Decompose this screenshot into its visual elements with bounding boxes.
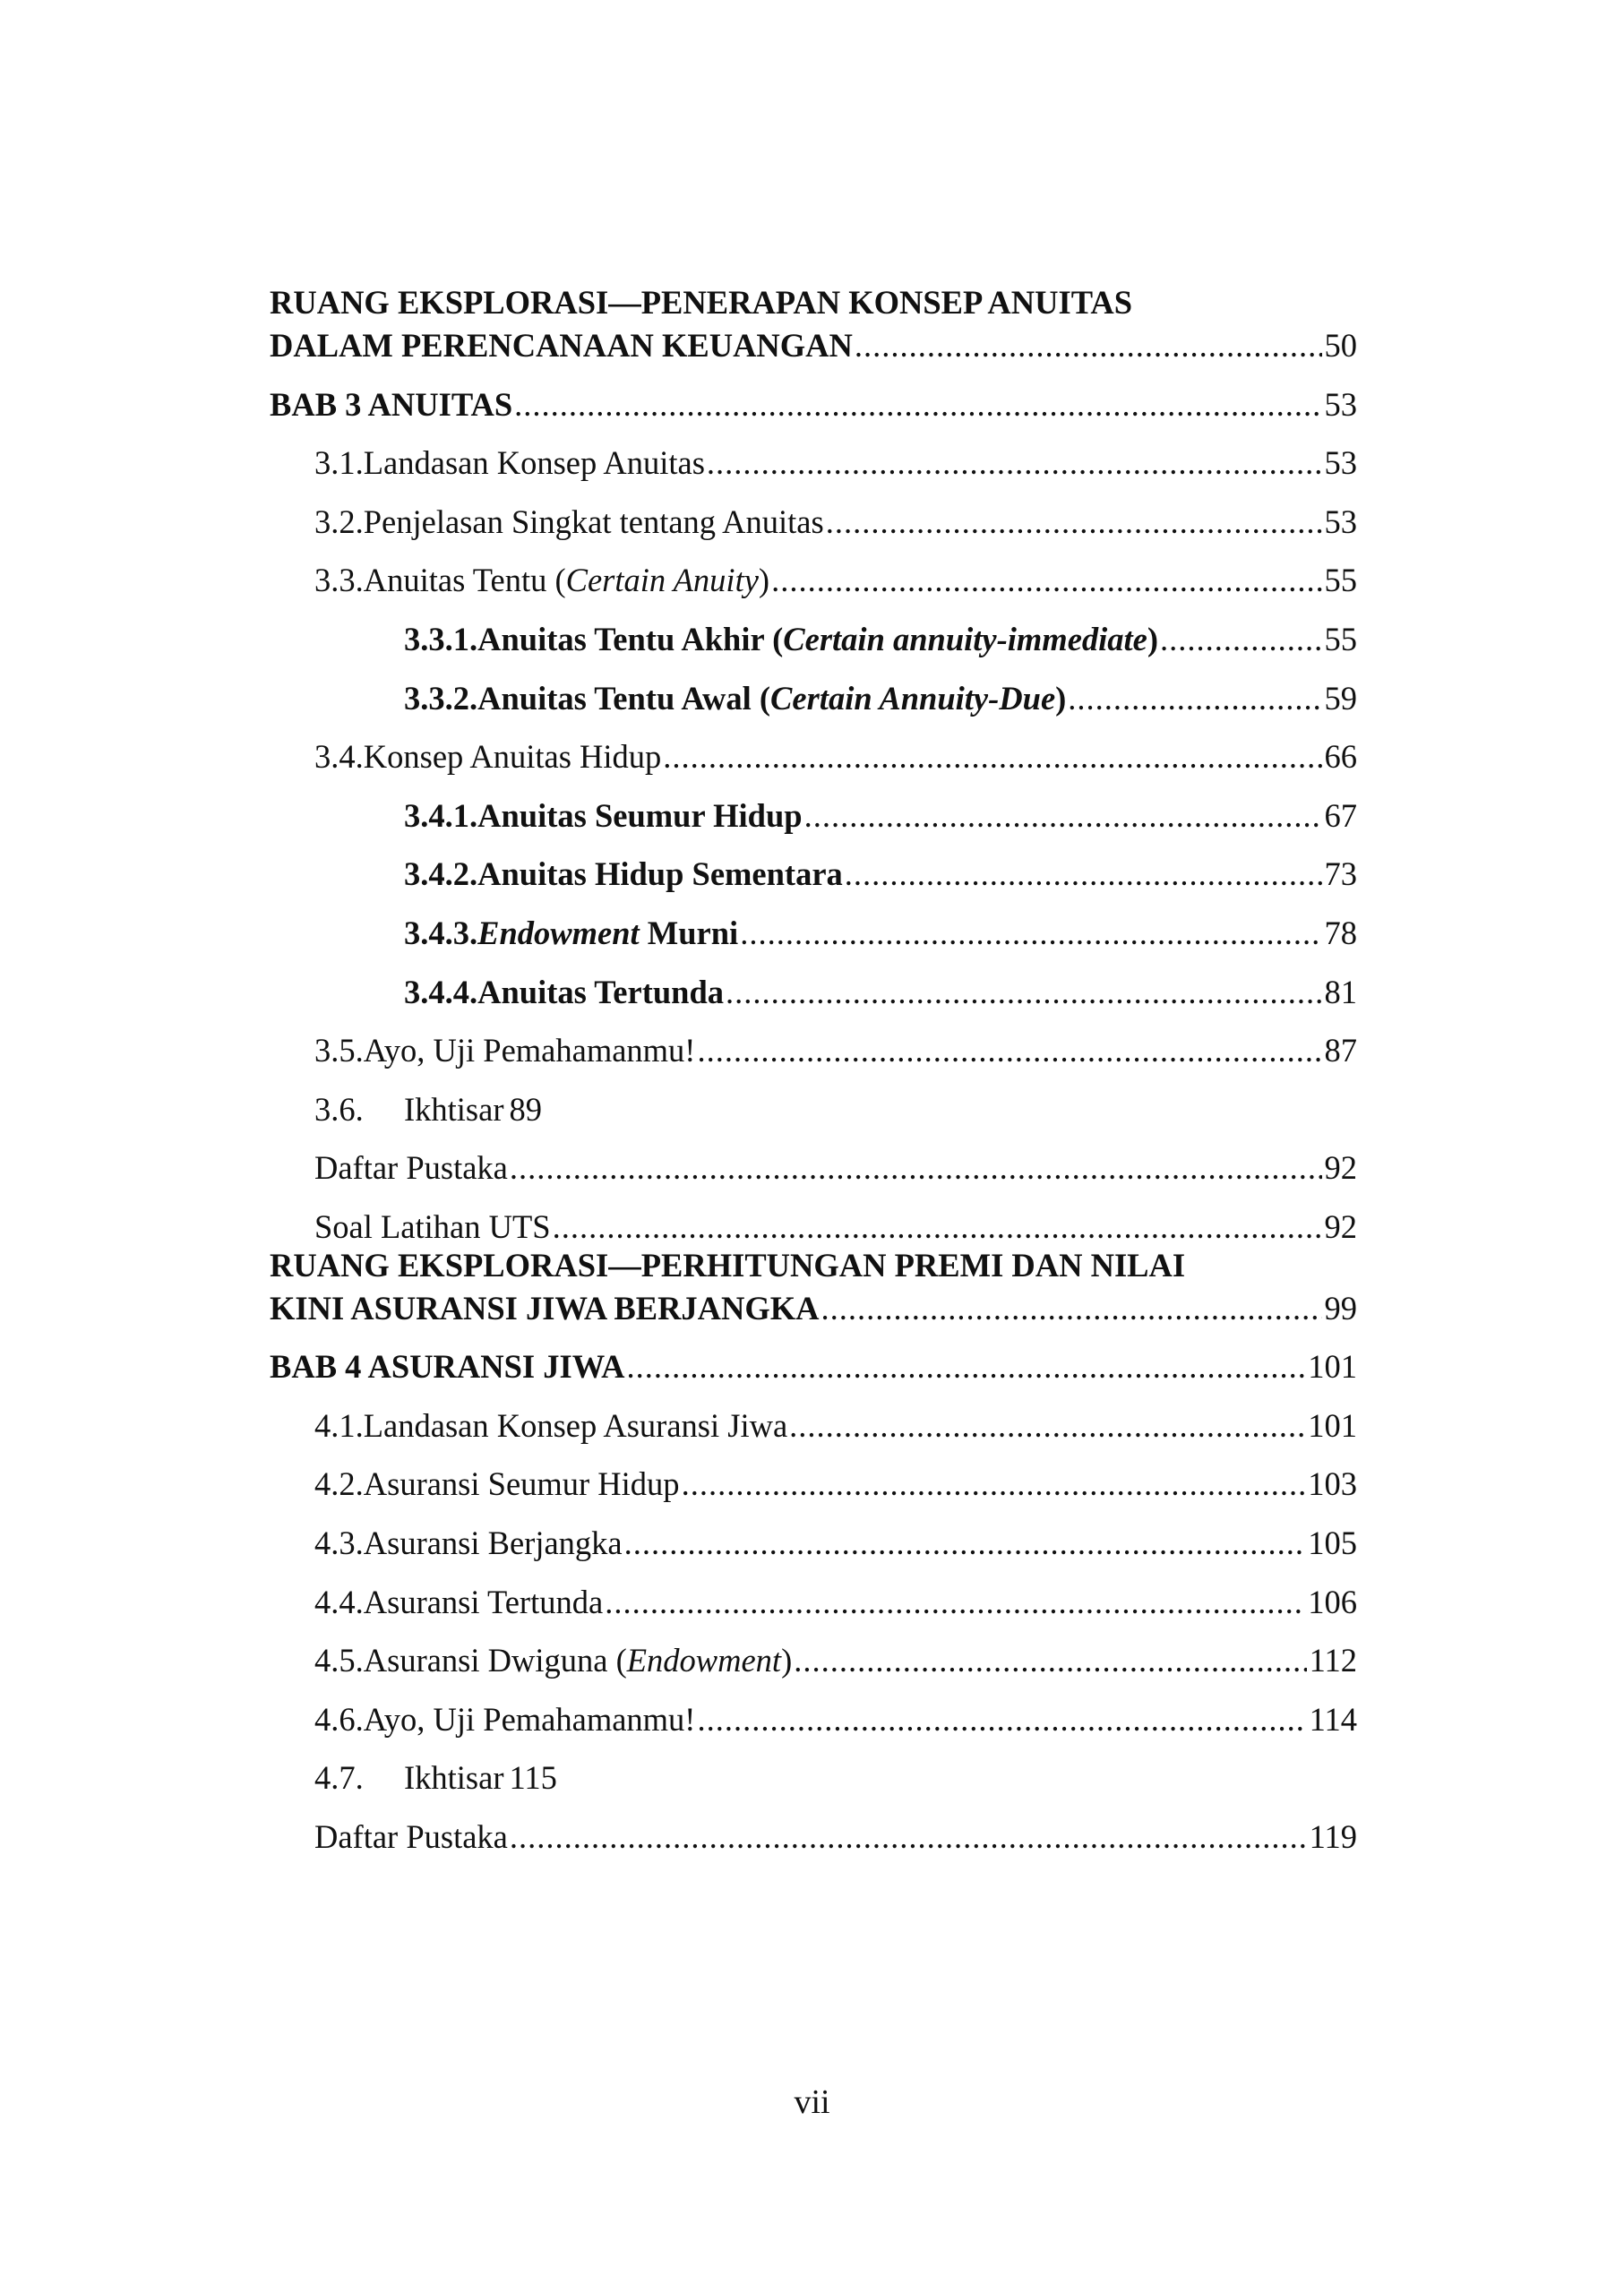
toc-entry-page: 99 <box>1324 1289 1357 1327</box>
toc-entry-number: 3.4. <box>314 738 364 776</box>
toc-entry-page: 73 <box>1324 855 1357 893</box>
toc-entry-number: 3.4.3. <box>404 915 478 951</box>
toc-entry[interactable] <box>314 1638 1357 1683</box>
text-segment: Daftar Pustaka <box>314 1818 508 1855</box>
toc-entry[interactable] <box>404 911 1357 956</box>
toc-entry-number: 4.1. <box>314 1406 364 1444</box>
text-segment: Murni <box>639 915 739 951</box>
dot-leader <box>855 323 1322 368</box>
text-segment: Anuitas Tentu Akhir ( <box>477 621 784 657</box>
toc-entry[interactable] <box>270 1344 1357 1389</box>
dot-leader <box>740 911 1321 956</box>
text-segment: Anuitas Tertunda <box>477 973 724 1010</box>
toc-entry-number: 3.6. <box>314 1090 364 1128</box>
dot-leader <box>682 1462 1306 1507</box>
toc-entry-title <box>364 1697 696 1742</box>
text-segment: Anuitas Tentu Awal ( <box>477 679 771 717</box>
dot-leader <box>697 1028 1321 1073</box>
dot-leader <box>510 1815 1307 1859</box>
table-of-contents <box>270 0 1357 2293</box>
toc-entry[interactable] <box>314 1462 1357 1507</box>
toc-entry-title <box>477 852 843 897</box>
toc-entry-page: 67 <box>1324 796 1357 834</box>
dot-leader <box>605 1580 1305 1625</box>
dot-leader <box>514 382 1321 427</box>
toc-entry-page: 101 <box>1308 1406 1357 1444</box>
toc-entry-page: 78 <box>1324 915 1357 951</box>
toc-entry[interactable] <box>270 323 1357 368</box>
toc-entry[interactable] <box>270 1286 1357 1331</box>
toc-entry-title <box>364 1580 603 1625</box>
toc-entry[interactable] <box>404 970 1357 1015</box>
toc-entry-page: 112 <box>1309 1642 1357 1679</box>
toc-entry-page: 59 <box>1324 679 1357 717</box>
toc-entry[interactable] <box>314 1404 1357 1448</box>
toc-entry-number: 4.4. <box>314 1583 364 1620</box>
toc-entry[interactable] <box>314 1087 1357 1132</box>
dot-leader <box>726 970 1322 1015</box>
toc-entry[interactable] <box>314 558 1357 603</box>
toc-entry-title <box>270 382 512 427</box>
toc-entry-title <box>270 1344 625 1389</box>
text-segment: ) <box>758 562 770 599</box>
toc-entry-page: 50 <box>1324 327 1357 364</box>
dot-leader <box>845 852 1322 897</box>
dot-leader <box>1160 617 1321 662</box>
toc-entry[interactable] <box>404 676 1357 721</box>
dot-leader <box>794 1638 1306 1683</box>
toc-entry-page: 89 <box>509 1090 542 1128</box>
toc-entry[interactable] <box>314 1146 1357 1190</box>
toc-entry-page: 92 <box>1324 1208 1357 1245</box>
text-segment: BAB 4 ASURANSI JIWA <box>270 1348 625 1386</box>
toc-entry-page: 119 <box>1309 1818 1357 1855</box>
text-segment: ) <box>1055 679 1067 717</box>
toc-entry-page: 55 <box>1324 621 1357 657</box>
toc-entry[interactable] <box>270 382 1357 427</box>
toc-entry-page: 114 <box>1309 1700 1357 1738</box>
toc-entry-title <box>477 911 738 956</box>
toc-entry-title <box>270 1243 1185 1288</box>
toc-entry-title-line <box>270 1243 1357 1288</box>
toc-entry-number: 3.4.2. <box>404 855 478 893</box>
text-segment: Ayo, Uji Pemahamanmu! <box>363 1032 696 1069</box>
toc-entry-title <box>270 280 1132 325</box>
toc-entry-number: 3.3.1. <box>404 621 478 657</box>
toc-entry[interactable] <box>314 734 1357 779</box>
italic-term: Certain Annuity-Due <box>770 679 1056 717</box>
toc-entry-page: 105 <box>1308 1524 1357 1561</box>
text-segment: Asuransi Dwiguna ( <box>363 1642 627 1679</box>
text-segment: Asuransi Berjangka <box>363 1524 623 1561</box>
text-segment: Anuitas Seumur Hidup <box>477 796 803 834</box>
text-segment: RUANG EKSPLORASI—PERHITUNGAN PREMI DAN NILAI <box>270 1246 1186 1284</box>
toc-entry-page: 115 <box>509 1759 557 1797</box>
toc-entry-number: 4.6. <box>314 1700 364 1738</box>
toc-entry-title <box>364 1028 696 1073</box>
toc-entry-title <box>364 734 662 779</box>
dot-leader <box>1068 676 1321 721</box>
text-segment: BAB 3 ANUITAS <box>270 385 513 423</box>
text-segment: Ayo, Uji Pemahamanmu! <box>363 1700 696 1738</box>
toc-entry-page: 81 <box>1324 973 1357 1010</box>
toc-entry-title <box>364 1638 792 1683</box>
toc-entry-title <box>270 323 853 368</box>
toc-entry-title <box>364 558 769 603</box>
toc-entry[interactable] <box>404 852 1357 897</box>
toc-entry[interactable] <box>404 794 1357 838</box>
toc-entry[interactable] <box>314 1697 1357 1742</box>
text-segment: Anuitas Tentu ( <box>363 562 566 599</box>
toc-entry-title <box>364 1462 680 1507</box>
toc-entry-number: 3.5. <box>314 1032 364 1069</box>
toc-entry-page: 55 <box>1324 562 1357 599</box>
toc-entry-number: 4.5. <box>314 1642 364 1679</box>
text-segment: Daftar Pustaka <box>314 1149 508 1187</box>
toc-entry-page: 101 <box>1308 1348 1357 1386</box>
text-segment: Asuransi Tertunda <box>363 1583 604 1620</box>
toc-entry-number: 4.2. <box>314 1465 364 1503</box>
toc-entry-page: 66 <box>1324 738 1357 776</box>
toc-entry-title <box>404 1087 504 1132</box>
toc-entry-title <box>314 1146 508 1190</box>
dot-leader <box>663 734 1321 779</box>
toc-entry-page: 87 <box>1324 1032 1357 1069</box>
text-segment: RUANG EKSPLORASI—PENERAPAN KONSEP ANUITAS <box>270 284 1132 321</box>
toc-entry-title <box>364 1521 623 1566</box>
text-segment: ) <box>1147 621 1159 657</box>
text-segment: Ikhtisar <box>404 1090 504 1128</box>
dot-leader <box>804 794 1322 838</box>
text-segment: Ikhtisar <box>404 1759 504 1797</box>
toc-entry-number: 3.4.4. <box>404 973 478 1010</box>
toc-entry-number: 4.3. <box>314 1524 364 1561</box>
toc-entry-page: 103 <box>1308 1465 1357 1503</box>
toc-entry-title <box>364 441 705 485</box>
text-segment: DALAM PERENCANAAN KEUANGAN <box>270 327 853 364</box>
dot-leader <box>510 1146 1322 1190</box>
text-segment: Penjelasan Singkat tentang Anuitas <box>363 502 824 540</box>
dot-leader <box>771 558 1321 603</box>
toc-entry[interactable] <box>314 1028 1357 1073</box>
toc-entry-number: 3.3. <box>314 562 364 599</box>
toc-entry[interactable] <box>314 441 1357 485</box>
dot-leader <box>707 441 1322 485</box>
toc-entry-number: 4.7. <box>314 1759 364 1797</box>
dot-leader <box>624 1521 1306 1566</box>
italic-term: Certain Anuity <box>565 562 759 599</box>
text-segment: Landasan Konsep Asuransi Jiwa <box>363 1406 788 1444</box>
toc-entry-title <box>477 676 1066 721</box>
toc-entry[interactable] <box>314 1756 1357 1800</box>
dot-leader <box>697 1697 1306 1742</box>
toc-entry[interactable] <box>314 1580 1357 1625</box>
text-segment: KINI ASURANSI JIWA BERJANGKA <box>270 1289 820 1327</box>
text-segment: Anuitas Hidup Sementara <box>477 855 843 893</box>
dot-leader <box>627 1344 1306 1389</box>
dot-leader <box>821 1286 1322 1331</box>
toc-entry-number: 3.2. <box>314 502 364 540</box>
italic-term: Certain annuity-immediate <box>783 621 1147 657</box>
text-segment: Konsep Anuitas Hidup <box>363 738 662 776</box>
text-segment: Landasan Konsep Anuitas <box>363 444 705 482</box>
text-segment: ) <box>781 1642 793 1679</box>
toc-entry-title <box>270 1286 820 1331</box>
dot-leader <box>789 1404 1305 1448</box>
page-number: vii <box>794 2083 830 2121</box>
toc-entry-title <box>477 617 1158 662</box>
dot-leader <box>826 500 1322 545</box>
toc-entry-title <box>477 794 802 838</box>
toc-entry-page: 53 <box>1324 385 1357 423</box>
italic-term: Endowment <box>477 915 640 951</box>
toc-entry-page: 92 <box>1324 1149 1357 1187</box>
toc-entry[interactable] <box>314 1521 1357 1566</box>
toc-entry[interactable] <box>314 500 1357 545</box>
toc-entry-page: 53 <box>1324 502 1357 540</box>
toc-entry-title <box>477 970 724 1015</box>
italic-term: Endowment <box>626 1642 782 1679</box>
toc-entry[interactable] <box>314 1815 1357 1859</box>
text-segment: Asuransi Seumur Hidup <box>363 1465 680 1503</box>
toc-entry-number: 3.4.1. <box>404 796 478 834</box>
toc-entry-title <box>314 1815 508 1859</box>
text-segment: Soal Latihan UTS <box>314 1208 551 1245</box>
toc-entry[interactable] <box>404 617 1357 662</box>
toc-entry-title <box>364 500 824 545</box>
toc-entry-number: 3.3.2. <box>404 679 478 717</box>
toc-entry-page: 53 <box>1324 444 1357 482</box>
toc-entry-page: 106 <box>1308 1583 1357 1620</box>
toc-entry-title <box>404 1756 504 1800</box>
toc-entry-number: 3.1. <box>314 444 364 482</box>
toc-entry-title-line <box>270 280 1357 325</box>
toc-entry-title <box>364 1404 787 1448</box>
